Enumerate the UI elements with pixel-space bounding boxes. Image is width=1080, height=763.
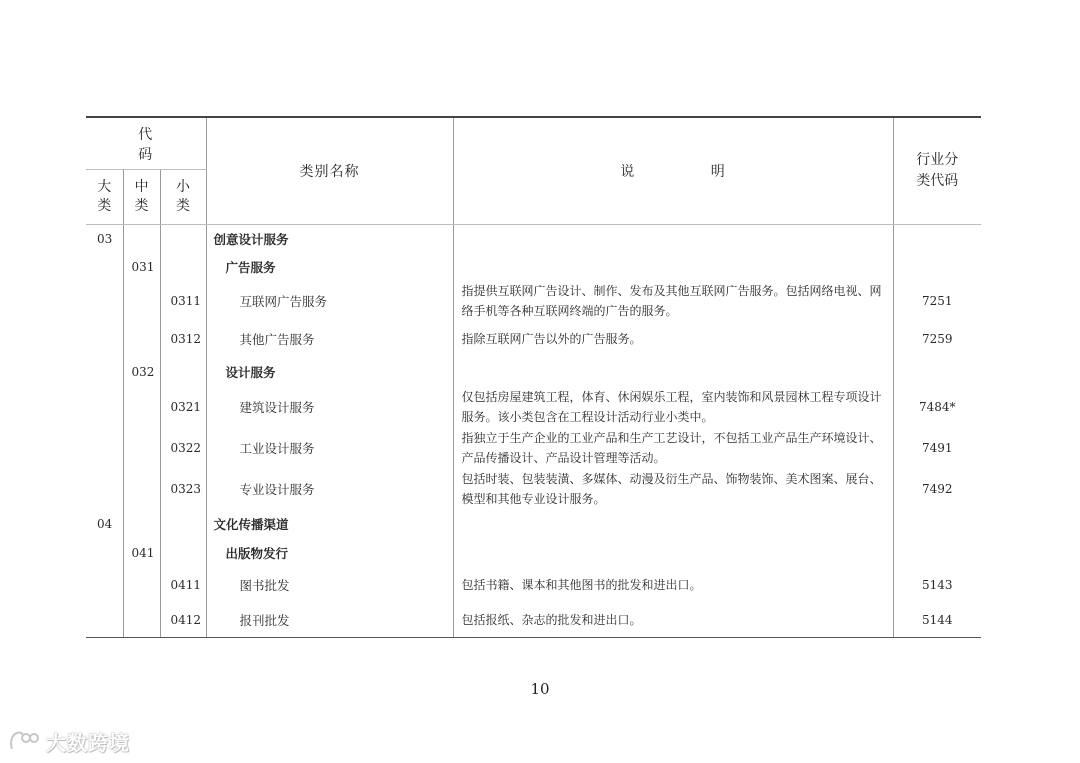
cell-xiao: 0312	[160, 322, 206, 357]
cell-category-name: 创意设计服务	[206, 225, 453, 253]
table-row	[86, 603, 981, 638]
cell-zhong	[123, 603, 160, 638]
cell-zhong	[123, 510, 160, 538]
cell-industry-code: 7251	[922, 294, 953, 308]
header-description: 说 明	[453, 117, 893, 225]
cell-industry-code	[893, 357, 981, 387]
header-xiao: 小类	[160, 170, 206, 225]
cell-description: 指提供互联网广告设计、制作、发布及其他互联网广告服务。包括网络电视、网络手机等各种互联网终端的广告的服务。	[453, 281, 893, 322]
cell-zhong: 032	[123, 357, 160, 387]
cell-industry-code: 7484*	[919, 400, 956, 414]
cell-category-name: 设计服务	[206, 357, 453, 387]
cell-industry-code	[893, 225, 981, 253]
cell-industry-code: 7492	[922, 482, 953, 496]
cell-industry-code: 7259	[922, 332, 953, 346]
cell-description	[453, 538, 893, 568]
cell-xiao: 0411	[160, 568, 206, 603]
cell-da	[86, 322, 123, 357]
cell-description	[453, 357, 893, 387]
cell-da	[86, 568, 123, 603]
cell-description	[453, 253, 893, 281]
cell-category-name: 互联网广告服务	[206, 281, 453, 322]
header-da: 大类	[86, 170, 123, 225]
header-industry-code: 行业分类代码	[893, 117, 981, 225]
cell-category-name: 报刊批发	[206, 603, 453, 638]
cell-da	[86, 469, 123, 510]
cell-description: 包括报纸、杂志的批发和进出口。	[453, 603, 893, 638]
cell-description: 指独立于生产企业的工业产品和生产工艺设计，不包括工业产品生产环境设计、产品传播设计、产品设计管理等活动。	[453, 428, 893, 469]
table-row	[86, 322, 981, 357]
header-category-name: 类别名称	[206, 117, 453, 225]
cell-zhong	[123, 281, 160, 322]
cell-xiao: 0412	[160, 603, 206, 638]
cell-da: 04	[86, 510, 123, 538]
table-row	[86, 538, 981, 568]
cell-description: 包括时装、包装装潢、多媒体、动漫及衍生产品、饰物装饰、美术图案、展台、模型和其他专业设计服务。	[453, 469, 893, 510]
cell-description: 包括书籍、课本和其他图书的批发和进出口。	[453, 568, 893, 603]
table-row	[86, 510, 981, 538]
cell-da	[86, 253, 123, 281]
cell-zhong: 041	[123, 538, 160, 568]
cell-da	[86, 281, 123, 322]
cell-industry-code: 7491	[922, 441, 953, 455]
cell-xiao	[160, 538, 206, 568]
cell-zhong	[123, 322, 160, 357]
cell-zhong: 031	[123, 253, 160, 281]
cell-xiao: 0321	[160, 387, 206, 428]
cell-category-name: 其他广告服务	[206, 322, 453, 357]
cell-da	[86, 538, 123, 568]
page-number: 10	[530, 680, 550, 698]
watermark	[8, 726, 130, 756]
cell-industry-code	[893, 538, 981, 568]
cell-xiao	[160, 225, 206, 253]
table-row	[86, 357, 981, 387]
cell-xiao: 0322	[160, 428, 206, 469]
table-row	[86, 281, 981, 322]
table-row	[86, 225, 981, 253]
cell-xiao	[160, 510, 206, 538]
table-row	[86, 568, 981, 603]
cell-zhong	[123, 469, 160, 510]
cell-industry-code: 5144	[893, 603, 981, 638]
table-row	[86, 469, 981, 510]
cell-industry-code	[893, 510, 981, 538]
cell-xiao: 0323	[160, 469, 206, 510]
cell-xiao: 0311	[160, 281, 206, 322]
cell-xiao	[160, 357, 206, 387]
chat-bubble-logo-icon	[8, 729, 42, 753]
cell-zhong	[123, 428, 160, 469]
cell-category-name: 建筑设计服务	[206, 387, 453, 428]
cell-description: 仅包括房屋建筑工程，体育、休闲娱乐工程，室内装饰和风景园林工程专项设计服务。该小类包含在工程设计活动行业小类中。	[453, 387, 893, 428]
classification-table	[86, 116, 981, 638]
header-zhong: 中类	[123, 170, 160, 225]
table-row	[86, 428, 981, 469]
cell-category-name: 工业设计服务	[206, 428, 453, 469]
cell-description	[453, 225, 893, 253]
cell-description	[453, 510, 893, 538]
cell-industry-code: 5143	[922, 578, 953, 592]
watermark-text: 大数跨境	[46, 730, 130, 755]
header-daima: 代 码	[86, 117, 206, 170]
cell-category-name: 专业设计服务	[206, 469, 453, 510]
table-row	[86, 387, 981, 428]
cell-da	[86, 603, 123, 638]
cell-industry-code	[893, 253, 981, 281]
cell-zhong	[123, 387, 160, 428]
cell-category-name: 图书批发	[206, 568, 453, 603]
cell-category-name: 文化传播渠道	[206, 510, 453, 538]
cell-da: 03	[86, 225, 123, 253]
cell-da	[86, 357, 123, 387]
cell-xiao	[160, 253, 206, 281]
table-row	[86, 253, 981, 281]
cell-zhong	[123, 568, 160, 603]
cell-da	[86, 387, 123, 428]
cell-description: 指除互联网广告以外的广告服务。	[453, 322, 893, 357]
cell-da	[86, 428, 123, 469]
cell-zhong	[123, 225, 160, 253]
cell-category-name: 广告服务	[206, 253, 453, 281]
cell-category-name: 出版物发行	[206, 538, 453, 568]
